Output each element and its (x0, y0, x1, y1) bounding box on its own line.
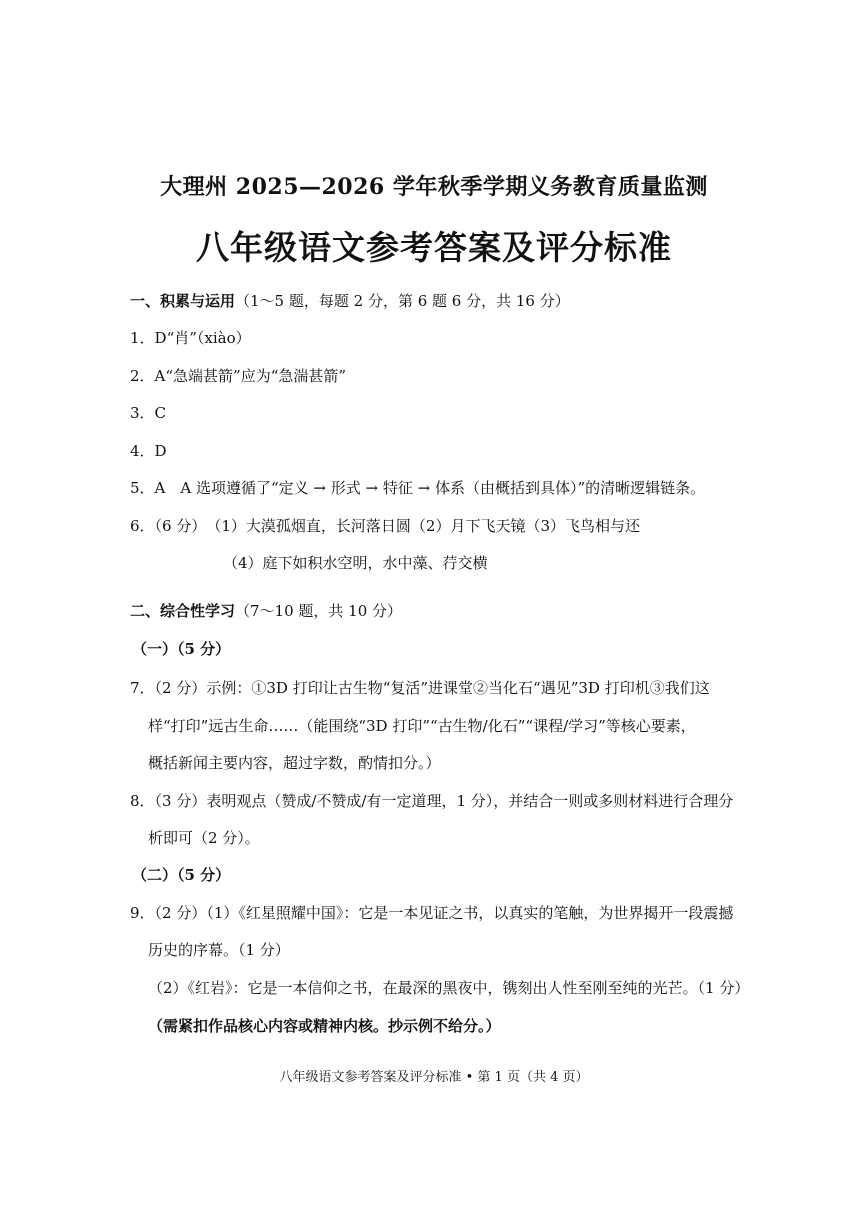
document-title: 八年级语文参考答案及评分标准 (196, 228, 672, 267)
q9-note: （需紧扣作品核心内容或精神内核。抄示例不给分。） (148, 1017, 501, 1035)
answer-item-5: 5．A A 选项遵循了“定义 → 形式 → 特征 → 体系（由概括到具体）”的清晰逻辑链条。 (130, 479, 706, 497)
section-subtitle: （1～5 题，每题 2 分，第 6 题 6 分，共 16 分） (235, 292, 570, 310)
q9-line-3: （2）《红岩》：它是一本信仰之书，在最深的黑夜中，镌刻出人性至刚至纯的光芒。（1 分） (148, 979, 750, 997)
group-heading-1: （一）（5 分） (132, 640, 231, 658)
answer-item-3: 3．C (130, 404, 167, 422)
answer-item-4: 4．D (130, 442, 167, 460)
q7-line-1: 7．（2 分）示例：①3D 打印让古生物“复活”进课堂②当化石“遇见”3D 打印机③我们这 (130, 679, 710, 697)
answer-item-6: 6．（6 分） （1）大漠孤烟直，长河落日圆（2）月下飞天镜（3）飞鸟相与还 (130, 517, 640, 535)
answer-item-6-cont: （4）庭下如积水空明，水中藻、荇交横 (223, 554, 488, 572)
section-heading-1 (130, 290, 570, 311)
q9-line-2: 历史的序幕。（1 分） (148, 941, 290, 959)
section-title: 一、积累与运用 (130, 292, 236, 310)
q8-line-2: 析即可（2 分）。 (148, 829, 260, 847)
section-heading-2 (130, 600, 402, 621)
answer-item-1: 1．D“肖”（xiào） (130, 329, 251, 347)
group-heading-2: （二）（5 分） (132, 866, 231, 884)
q7-line-2: 样“打印”远古生命……（能围绕“3D 打印”“古生物/化石”“课程/学习”等核心要素， (148, 717, 696, 735)
exam-title: 大理州 2025—2026 学年秋季学期义务教育质量监测 (160, 174, 708, 200)
section-subtitle: （7～10 题，共 10 分） (235, 602, 403, 620)
page-footer: 八年级语文参考答案及评分标准 • 第 1 页（共 4 页） (279, 1070, 589, 1085)
q8-line-1: 8．（3 分）表明观点（赞成/不赞成/有一定道理，1 分），并结合一则或多则材料进行合理分 (130, 792, 734, 810)
answer-item-2: 2．A“急端甚箭”应为“急湍甚箭” (130, 367, 347, 385)
q7-line-3: 概括新闻主要内容，超过字数，酌情扣分。） (148, 754, 441, 772)
section-title: 二、综合性学习 (130, 602, 236, 620)
q9-line-1: 9．（2 分）（1）《红星照耀中国》：它是一本见证之书，以真实的笔触，为世界揭开一段震撼 (130, 904, 734, 922)
